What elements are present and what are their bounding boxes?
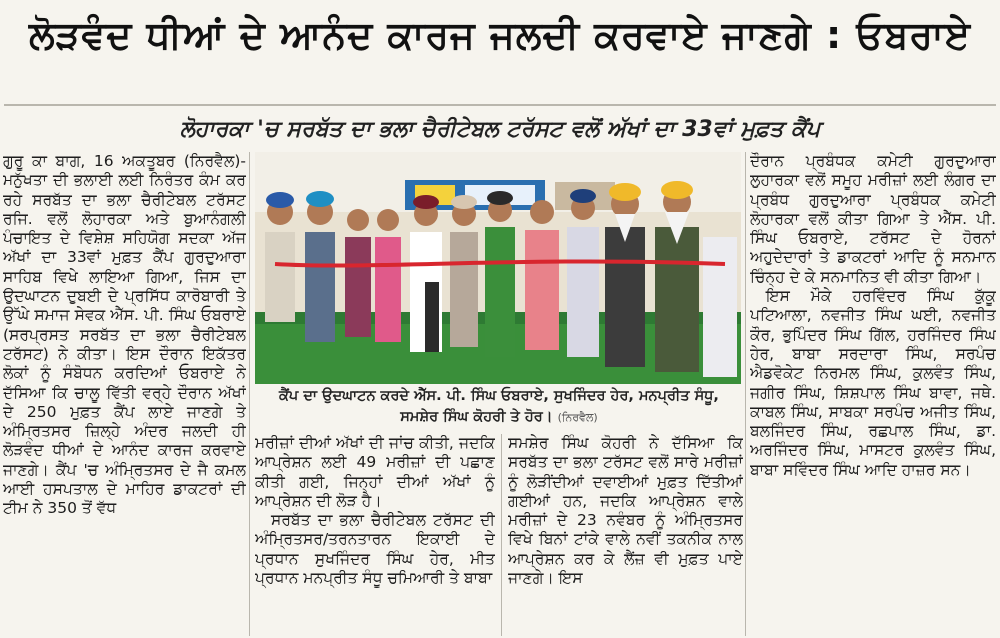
article-column-2	[255, 434, 495, 636]
caption-text: ਕੈਂਪ ਦਾ ਉਦਘਾਟਨ ਕਰਦੇ ਐੱਸ. ਪੀ. ਸਿੰਘ ਓਬਰਾਏ, ਸੁਖਜਿੰਦਰ ਹੇਰ, ਮਨਪ੍ਰੀਤ ਸੰਧੂ, ਸਮਸ਼ੇਰ ਸਿੰਘ ਕੋਹਰੀ ਤੇ ਹੋਰ।	[279, 388, 719, 425]
paragraph: ਦੌਰਾਨ ਪ੍ਰਬੰਧਕ ਕਮੇਟੀ ਗੁਰਦੁਆਰਾ ਲੁਹਾਰਕਾ ਵਲੋਂ ਸਮੂਹ ਮਰੀਜ਼ਾਂ ਲਈ ਲੰਗਰ ਦਾ ਪ੍ਰਬੰਧ ਗੁਰਦੁਆਰਾ ਪ੍ਰਬੰਧਕ ਕਮੇਟੀ ਲੋਹਾਰਕਾ ਵਲੋਂ ਕੀਤਾ ਗਿਆ ਤੇ ਐੱਸ. ਪੀ. ਸਿੰਘ ਓਬਰਾਏ, ਟਰੱਸਟ ਦੇ ਹੋਰਨਾਂ ਅਹੁਦੇਦਾਰਾਂ ਤੇ ਡਾਕਟਰਾਂ ਆਦਿ ਨੂੰ ਸਨਮਾਨ ਚਿੰਨ੍ਹ ਦੇ ਕੇ ਸਨਮਾਨਿਤ ਵੀ ਕੀਤਾ ਗਿਆ।	[750, 152, 996, 286]
news-photo	[255, 152, 741, 384]
article-column-4	[750, 152, 996, 636]
column-rule-2	[745, 152, 746, 636]
headline: ਲੋੜਵੰਦ ਧੀਆਂ ਦੇ ਆਨੰਦ ਕਾਰਜ ਜਲਦੀ ਕਰਵਾਏ ਜਾਣਗੇ : ਓਬਰਾਏ	[28, 13, 972, 57]
paragraph: ਸਰਬੱਤ ਦਾ ਭਲਾ ਚੈਰੀਟੇਬਲ ਟਰੱਸਟ ਦੀ ਅੰਮ੍ਰਿਤਸਰ/ਤਰਨਤਾਰਨ ਇਕਾਈ ਦੇ ਪ੍ਰਧਾਨ ਸੁਖਜਿੰਦਰ ਸਿੰਘ ਹੇਰ, ਮੀਤ ਪ੍ਰਧਾਨ ਮਨਪ੍ਰੀਤ ਸੰਧੂ ਚਮਿਆਰੀ ਤੇ ਬਾਬਾ	[255, 511, 495, 588]
paragraph: ਗੁਰੂ ਕਾ ਬਾਗ, 16 ਅਕਤੂਬਰ (ਨਿਰਵੈਲ)- ਮਨੁੱਖਤਾ ਦੀ ਭਲਾਈ ਲਈ ਨਿਰੰਤਰ ਕੰਮ ਕਰ ਰਹੇ ਸਰਬੱਤ ਦਾ ਭਲਾ ਚੈਰੀਟੇਬਲ ਟਰੱਸਟ ਰਜਿ. ਵਲੋਂ ਲੋਹਾਰਕਾ ਅਤੇ ਬੁਆਨੰਗਲੀ ਪੰਚਾਇਤ ਦੇ ਵਿਸ਼ੇਸ਼ ਸਹਿਯੋਗ ਸਦਕਾ ਅੱਜ ਅੱਖਾਂ ਦਾ 33ਵਾਂ ਮੁਫ਼ਤ ਕੈਂਪ ਗੁਰਦੁਆਰਾ ਸਾਹਿਬ ਵਿਖੇ ਲਾਇਆ ਗਿਆ, ਜਿਸ ਦਾ ਉਦਘਾਟਨ ਦੁਬਈ ਦੇ ਪ੍ਰਸਿੱਧ ਕਾਰੋਬਾਰੀ ਤੇ ਉੱਘੇ ਸਮਾਜ ਸੇਵਕ ਐੱਸ. ਪੀ. ਸਿੰਘ ਓਬਰਾਏ (ਸਰਪ੍ਰਸਤ ਸਰਬੱਤ ਦਾ ਭਲਾ ਚੈਰੀਟੇਬਲ ਟਰੱਸਟ) ਨੇ ਕੀਤਾ। ਇਸ ਦੌਰਾਨ ਇਕੱਤਰ ਲੋਕਾਂ ਨੂੰ ਸੰਬੋਧਨ ਕਰਦਿਆਂ ਓਬਰਾਏ ਨੇ ਦੱਸਿਆ ਕਿ ਚਾਲੂ ਵਿੱਤੀ ਵਰ੍ਹੇ ਦੌਰਾਨ ਅੱਖਾਂ ਦੇ 250 ਮੁਫ਼ਤ ਕੈਂਪ ਲਾਏ ਜਾਣਗੇ ਤੇ ਅੰਮ੍ਰਿਤਸਰ ਜ਼ਿਲ੍ਹੇ ਅੰਦਰ ਜਲਦੀ ਹੀ ਲੋੜਵੰਦ ਧੀਆਂ ਦੇ ਆਨੰਦ ਕਾਰਜ ਕਰਵਾਏ ਜਾਣਗੇ। ਕੈਂਪ 'ਚ ਅੰਮ੍ਰਿਤਸਰ ਦੇ ਜੈ ਕਮਲ ਆਈ ਹਸਪਤਾਲ ਦੇ ਮਾਹਿਰ ਡਾਕਟਰਾਂ ਦੀ ਟੀਮ ਨੇ 350 ਤੋਂ ਵੱਧ	[3, 152, 246, 518]
paragraph: ਸਮਸ਼ੇਰ ਸਿੰਘ ਕੋਹਰੀ ਨੇ ਦੱਸਿਆ ਕਿ ਸਰਬੱਤ ਦਾ ਭਲਾ ਟਰੱਸਟ ਵਲੋਂ ਸਾਰੇ ਮਰੀਜ਼ਾਂ ਨੂੰ ਲੋੜੀਂਦੀਆਂ ਦਵਾਈਆਂ ਮੁਫ਼ਤ ਦਿੱਤੀਆਂ ਗਈਆਂ ਹਨ, ਜਦਕਿ ਆਪ੍ਰੇਸ਼ਨ ਵਾਲੇ ਮਰੀਜ਼ਾਂ ਦੇ 23 ਨਵੰਬਰ ਨੂੰ ਅੰਮ੍ਰਿਤਸਰ ਵਿਖੇ ਬਿਨਾਂ ਟਾਂਕੇ ਵਾਲੇ ਨਵੀਂ ਤਕਨੀਕ ਨਾਲ ਆਪ੍ਰੇਸ਼ਨ ਕਰ ਕੇ ਲੈਂਜ਼ ਵੀ ਮੁਫ਼ਤ ਪਾਏ ਜਾਣਗੇ। ਇਸ	[508, 434, 743, 588]
subheadline: ਲੋਹਾਰਕਾ 'ਚ ਸਰਬੱਤ ਦਾ ਭਲਾ ਚੈਰੀਟੇਬਲ ਟਰੱਸਟ ਵਲੋਂ ਅੱਖਾਂ ਦਾ 33ਵਾਂ ਮੁਫ਼ਤ ਕੈਂਪ	[179, 117, 821, 142]
column-rule-1	[249, 152, 250, 636]
headline-rule	[4, 104, 996, 106]
article-column-1	[3, 152, 246, 636]
article-column-3	[508, 434, 743, 636]
photo-caption	[258, 386, 740, 430]
paragraph: ਮਰੀਜ਼ਾਂ ਦੀਆਂ ਅੱਖਾਂ ਦੀ ਜਾਂਚ ਕੀਤੀ, ਜਦਕਿ ਆਪ੍ਰੇਸ਼ਨ ਲਈ 49 ਮਰੀਜ਼ਾਂ ਦੀ ਪਛਾਣ ਕੀਤੀ ਗਈ, ਜਿਨ੍ਹਾਂ ਦੀਆਂ ਅੱਖਾਂ ਨੂੰ ਆਪ੍ਰੇਸ਼ਨ ਦੀ ਲੋੜ ਹੈ।	[255, 434, 495, 510]
photo-illustration	[255, 152, 741, 384]
paragraph: ਇਸ ਮੌਕੇ ਹਰਵਿੰਦਰ ਸਿੰਘ ਕੁੱਕੂ ਪਟਿਆਲਾ, ਨਵਜੀਤ ਸਿੰਘ ਘਈ, ਨਵਜੀਤ ਕੌਰ, ਭੁਪਿੰਦਰ ਸਿੰਘ ਗਿੱਲ, ਹਰਜਿੰਦਰ ਸਿੰਘ ਹੇਰ, ਬਾਬਾ ਸਰਦਾਰਾ ਸਿੰਘ, ਸਰਪੰਚ ਐਡਵੋਕੇਟ ਨਿਰਮਲ ਸਿੰਘ, ਕੁਲਵੰਤ ਸਿੰਘ, ਜਗੀਰ ਸਿੰਘ, ਸ਼ਿਸ਼ਪਾਲ ਸਿੰਘ ਬਾਵਾ, ਜਥੇ. ਕਾਬਲ ਸਿੰਘ, ਸਾਬਕਾ ਸਰਪੰਚ ਅਜੀਤ ਸਿੰਘ, ਬਲਜਿੰਦਰ ਸਿੰਘ, ਰਛਪਾਲ ਸਿੰਘ, ਡਾ. ਅਰਜਿੰਦਰ ਸਿੰਘ, ਮਾਸਟਰ ਕੁਲਵੰਤ ਸਿੰਘ, ਬਾਬਾ ਸਵਿੰਦਰ ਸਿੰਘ ਆਦਿ ਹਾਜ਼ਰ ਸਨ।	[750, 287, 996, 479]
column-rule-3	[501, 434, 502, 636]
photo-credit: (ਨਿਰਵੈਲ)	[557, 411, 598, 424]
